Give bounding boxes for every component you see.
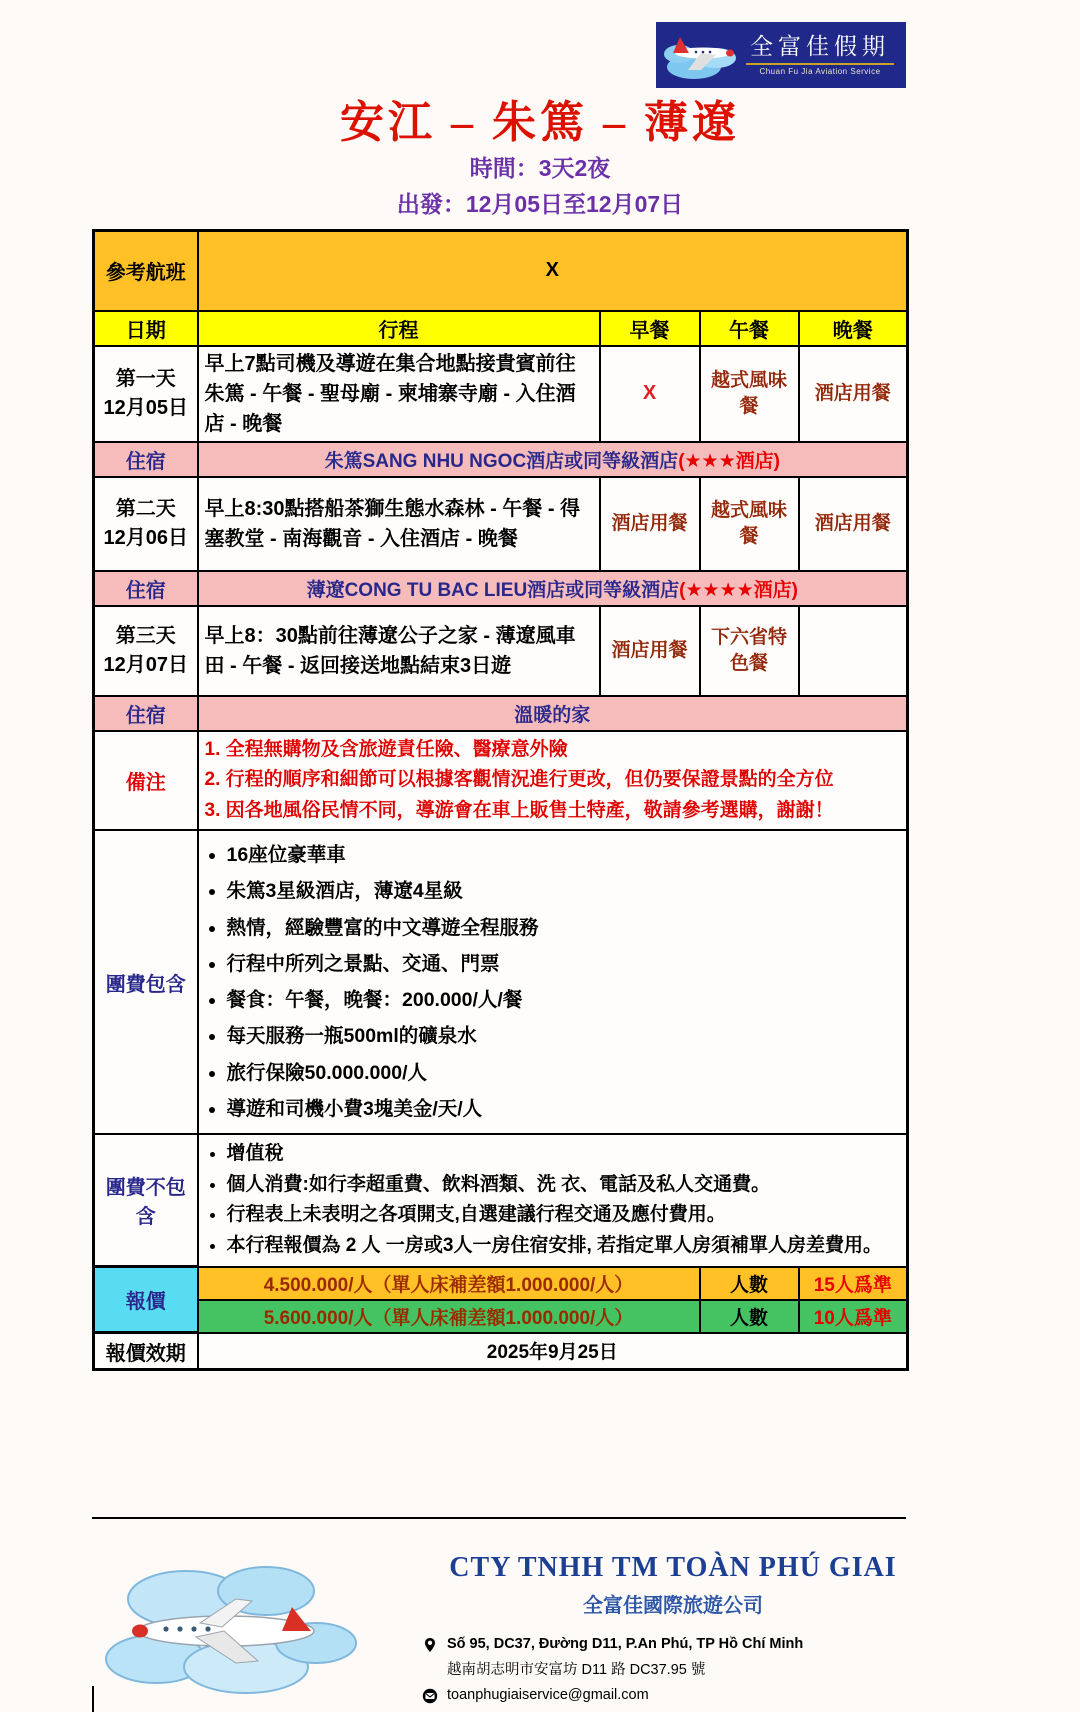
- lodging2-stars: (★★★★酒店): [679, 579, 798, 601]
- footer-address-cn: 越南胡志明市安富坊 D11 路 DC37.95 號: [447, 1661, 706, 1678]
- lodging1-hotel-name: 朱篤SANG NHU NGOC酒店或同等級酒店: [324, 450, 679, 472]
- footer-email-line: [422, 1685, 960, 1707]
- email-icon: [422, 1688, 438, 1704]
- day3-dinner: [799, 606, 908, 696]
- exclude-item: • 本行程報價為 2 人 一房或3人一房住宿安排, 若指定單人房須補單人房差費用。: [227, 1233, 901, 1260]
- itinerary-table: [92, 229, 909, 1371]
- lodging1-stars: (★★★酒店): [678, 450, 780, 472]
- price-row-15pax: [94, 1267, 908, 1300]
- count-label-10pax: 人數: [700, 1300, 799, 1333]
- brand-divider: [746, 63, 894, 65]
- price-10pax: 5.600.000/人（單人床補差額1.000.000/人）: [198, 1300, 700, 1333]
- day2-breakfast: 酒店用餐: [600, 477, 700, 571]
- footer-address-cn-line: [447, 1660, 960, 1682]
- include-item: • 朱篤3星級酒店，薄遼4星級: [227, 877, 901, 905]
- include-item: • 旅行保險50.000.000/人: [227, 1059, 901, 1087]
- notes-content: [198, 731, 908, 831]
- brand-logo: [656, 22, 906, 88]
- day1-row: [94, 346, 908, 442]
- col-header-itinerary: 行程: [198, 311, 600, 346]
- excludes-label: 團費不包含: [94, 1134, 198, 1266]
- lodging2-label: 住宿: [94, 571, 198, 606]
- include-item: • 熱情，經驗豐富的中文導遊全程服務: [227, 914, 901, 942]
- table-header-row: [94, 311, 908, 346]
- note-item: 2. 行程的順序和細節可以根據客觀情況進行更改，但仍要保證景點的全方位: [204, 769, 834, 791]
- day2-lunch: 越式風味餐: [700, 477, 799, 571]
- lodging1-value: [198, 442, 908, 477]
- lodging1-label: 住宿: [94, 442, 198, 477]
- flight-value: X: [198, 231, 908, 311]
- day1-date-value: 12月05日: [103, 396, 188, 419]
- footer-address: Số 95, DC37, Đường D11, P.An Phú, TP Hồ Chí Minh: [447, 1635, 804, 1652]
- lodging3-value: [198, 696, 908, 731]
- include-item: • 每天服務一瓶500ml的礦泉水: [227, 1022, 901, 1050]
- col-header-dinner: 晚餐: [799, 311, 908, 346]
- lodging2-value: [198, 571, 908, 606]
- exclude-item: • 行程表上未表明之各項開支,自選建議行程交通及應付費用。: [227, 1202, 901, 1229]
- lodging3-hotel-name: 溫暖的家: [514, 704, 591, 726]
- exclude-item: • 增值稅: [227, 1141, 901, 1168]
- validity-row: [94, 1333, 908, 1370]
- day3-row: [94, 606, 908, 696]
- day1-breakfast: X: [600, 346, 700, 442]
- include-item: • 16座位豪華車: [227, 841, 901, 869]
- flight-row: [94, 231, 908, 311]
- includes-row: [94, 830, 908, 1134]
- lodging2-hotel-name: 薄遼CONG TU BAC LIEU酒店或同等級酒店: [306, 579, 680, 601]
- footer-airplane-clouds-icon: [96, 1539, 368, 1712]
- page-title: 安江 – 朱篤 – 薄遼: [340, 98, 740, 147]
- price-row-10pax: [94, 1300, 908, 1333]
- airplane-clouds-icon: [658, 25, 742, 85]
- day2-date-value: 12月06日: [103, 526, 188, 549]
- day1-dinner: 酒店用餐: [799, 346, 908, 442]
- include-item: • 餐食：午餐，晚餐：200.000/人/餐: [227, 986, 901, 1014]
- basis-10pax: 10人爲準: [799, 1300, 908, 1333]
- brand-name: 全富佳假期: [750, 34, 890, 60]
- footer-divider: [92, 1517, 906, 1519]
- excludes-content: [198, 1134, 908, 1266]
- departure-line: 出發：12月05日至12月07日: [396, 190, 684, 217]
- day2-dinner: 酒店用餐: [799, 477, 908, 571]
- includes-label: 團費包含: [94, 830, 198, 1134]
- location-pin-icon: [422, 1637, 438, 1653]
- day3-label: 第三天: [115, 624, 176, 647]
- duration-line: 時間：3天2夜: [469, 155, 611, 182]
- day3-breakfast: 酒店用餐: [600, 606, 700, 696]
- footer-email[interactable]: toanphugiaiservice@gmail.com: [447, 1687, 649, 1704]
- price-15pax: 4.500.000/人（單人床補差額1.000.000/人）: [198, 1267, 700, 1300]
- count-label-15pax: 人數: [700, 1267, 799, 1300]
- day2-date: [94, 477, 198, 571]
- notes-label: 備注: [94, 731, 198, 831]
- notes-row: [94, 731, 908, 831]
- footer: [96, 1539, 1020, 1712]
- lodging2-row: [94, 571, 908, 606]
- basis-15pax: 15人爲準: [799, 1267, 908, 1300]
- lodging3-label: 住宿: [94, 696, 198, 731]
- exclude-item: • 個人消費:如行李超重費、飲料酒類、洗 衣、電話及私人交通費。: [227, 1172, 901, 1199]
- validity-value: 2025年9月25日: [198, 1333, 908, 1370]
- col-header-breakfast: 早餐: [600, 311, 700, 346]
- validity-label: 報價效期: [94, 1333, 198, 1370]
- col-header-date: 日期: [94, 311, 198, 346]
- day2-label: 第二天: [115, 497, 176, 520]
- flight-label: 參考航班: [94, 231, 198, 311]
- day3-itinerary: 早上8：30點前往薄遼公子之家 - 薄遼風車田 - 午餐 - 返回接送地點結束3日遊: [198, 606, 600, 696]
- lodging3-row: [94, 696, 908, 731]
- excludes-row: [94, 1134, 908, 1266]
- note-item: 1. 全程無購物及含旅遊責任險、醫療意外險: [204, 738, 568, 760]
- includes-content: [198, 830, 908, 1134]
- note-item: 3. 因各地風俗民情不同，導游會在車上販售土特產，敬請參考選購，謝謝！: [204, 799, 834, 821]
- day3-lunch: 下六省特色餐: [700, 606, 799, 696]
- footer-company-name: CTY TNHH TM TOÀN PHÚ GIAI: [449, 1551, 897, 1583]
- day1-itinerary: 早上7點司機及導遊在集合地點接貴賓前往朱篤 - 午餐 - 聖母廟 - 柬埔寨寺廟 - 入住酒店 - 晚餐: [198, 346, 600, 442]
- col-header-lunch: 午餐: [700, 311, 799, 346]
- footer-company-name-cn: 全富佳國際旅遊公司: [583, 1594, 763, 1617]
- include-item: • 導遊和司機小費3塊美金/天/人: [227, 1095, 901, 1123]
- include-item: • 行程中所列之景點、交通、門票: [227, 950, 901, 978]
- footer-address-line: [422, 1634, 960, 1656]
- quote-label: 報價: [94, 1267, 198, 1333]
- page-corner-mark: [92, 1686, 94, 1712]
- day1-date: [94, 346, 198, 442]
- brand-subtitle: Chuan Fu Jia Aviation Service: [759, 66, 881, 76]
- day1-label: 第一天: [115, 367, 176, 390]
- lodging1-row: [94, 442, 908, 477]
- day3-date-value: 12月07日: [103, 653, 188, 676]
- day2-itinerary: 早上8:30點搭船茶獅生態水森林 - 午餐 - 得塞教堂 - 南海觀音 - 入住酒店 - 晚餐: [198, 477, 600, 571]
- day1-lunch: 越式風味餐: [700, 346, 799, 442]
- day3-date: [94, 606, 198, 696]
- day2-row: [94, 477, 908, 571]
